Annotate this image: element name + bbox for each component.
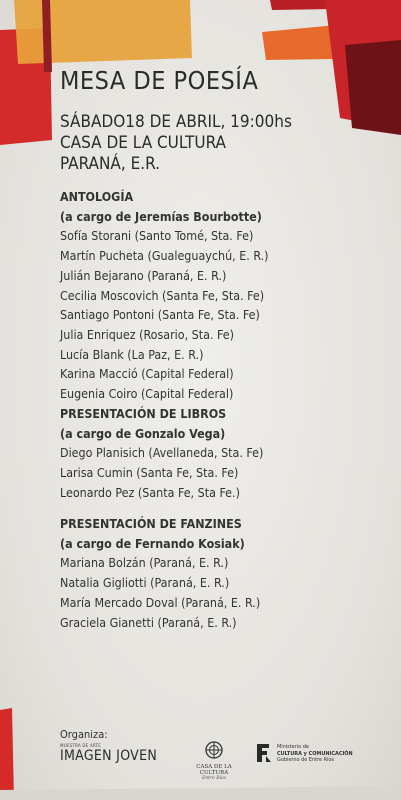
casa-cultura-emblem-icon: [205, 741, 223, 759]
imagen-joven-small: MUESTRA DE ARTE: [60, 744, 101, 749]
ministerio-emblem-icon: [255, 742, 273, 764]
event-city: PARANÁ, E.R.: [60, 154, 160, 174]
imagen-joven-text: IMAGEN JOVEN: [60, 748, 158, 764]
deco-bottom-strip: [0, 786, 401, 800]
section-antologia: [60, 187, 269, 404]
list-item: Julia Enriquez (Rosario, Sta. Fe): [60, 326, 234, 342]
list-item: Leonardo Pez (Santa Fe, Sta Fe.): [60, 484, 240, 500]
event-date: SÁBADO18 DE ABRIL, 19:00hs: [60, 112, 292, 132]
section-heading: PRESENTACIÓN DE FANZINES: [60, 516, 242, 531]
deco-right-deepred: [345, 40, 401, 135]
section-subheading: (a cargo de Jeremías Bourbotte): [60, 208, 262, 224]
list-item: Eugenia Coiro (Capital Federal): [60, 386, 234, 402]
imagen-joven-logo: [60, 744, 157, 764]
list-item: Martín Pucheta (Gualeguaychú, E. R.): [60, 248, 269, 264]
event-venue: CASA DE LA CULTURA: [60, 133, 226, 153]
page-title: MESA DE POESÍA: [60, 66, 259, 95]
casa-cultura-text: CASA DE LA CULTURA: [196, 764, 232, 776]
list-item: Diego Planisich (Avellaneda, Sta. Fe): [60, 445, 264, 461]
ministerio-line-1: Ministerio de: [277, 744, 309, 750]
deco-orange-block: [14, 0, 192, 64]
list-item: Julián Bejarano (Paraná, E. R.): [60, 267, 227, 283]
casa-cultura-sub: Entre Ríos: [201, 776, 227, 781]
list-item: Graciela Gianetti (Paraná, E. R.): [60, 614, 237, 630]
section-libros: [60, 404, 263, 503]
section-heading: ANTOLOGÍA: [60, 189, 134, 204]
section-subheading: (a cargo de Gonzalo Vega): [60, 425, 226, 441]
event-info: [60, 112, 292, 175]
section-fanzines: [60, 514, 260, 632]
list-item: Lucía Blank (La Paz, E. R.): [60, 346, 204, 362]
ministerio-line-3: Gobierno de Entre Ríos: [277, 757, 335, 763]
list-item: Karina Macció (Capital Federal): [60, 366, 234, 382]
ministerio-text: [277, 744, 353, 764]
list-item: María Mercado Doval (Paraná, E. R.): [60, 594, 261, 610]
casa-cultura-logo: [182, 741, 246, 781]
ministerio-line-2: CULTURA y COMUNICACIÓN: [277, 750, 353, 757]
organiza-label: Organiza:: [60, 728, 108, 741]
section-subheading: (a cargo de Fernando Kosiak): [60, 535, 245, 551]
list-item: Larisa Cumin (Santa Fe, Sta. Fe): [60, 465, 239, 481]
list-item: Mariana Bolzán (Paraná, E. R.): [60, 555, 229, 571]
list-item: Natalia Gigliotti (Paraná, E. R.): [60, 575, 230, 591]
deco-left-bottom: [0, 708, 14, 800]
list-item: Sofía Storani (Santo Tomé, Sta. Fe): [60, 228, 254, 244]
list-item: Santiago Pontoni (Santa Fe, Sta. Fe): [60, 307, 260, 323]
section-heading: PRESENTACIÓN DE LIBROS: [60, 406, 227, 421]
list-item: Cecilia Moscovich (Santa Fe, Sta. Fe): [60, 287, 265, 303]
